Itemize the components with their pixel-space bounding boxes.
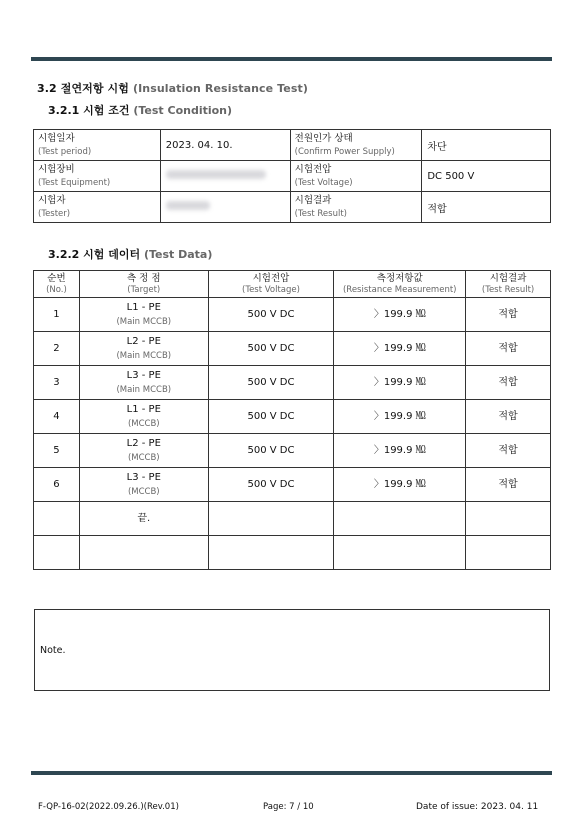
equipment-label: 시험장비 (Test Equipment) (34, 161, 161, 192)
table-row (34, 298, 551, 332)
cell-resistance: 〉199.9 ㏁ (334, 434, 466, 468)
equipment-value-redacted (160, 161, 290, 192)
note-box (34, 609, 550, 691)
header-no: 순번 (No.) (34, 271, 80, 298)
cell-resistance: 〉199.9 ㏁ (334, 400, 466, 434)
voltage-value: DC 500 V (422, 161, 551, 192)
cell-voltage: 500 V DC (208, 434, 334, 468)
subsection-heading-data: 3.2.2 시험 데이터 (Test Data) (48, 248, 213, 261)
period-value: 2023. 04. 10. (160, 130, 290, 161)
result-label: 시험결과 (Test Result) (290, 192, 422, 223)
end-mark: 끝. (79, 502, 208, 536)
cell-result: 적합 (466, 366, 551, 400)
tester-value-redacted (160, 192, 290, 223)
subsection-heading-condition: 3.2.1 시험 조건 (Test Condition) (48, 104, 233, 117)
cell-voltage: 500 V DC (208, 332, 334, 366)
cell-result: 적합 (466, 332, 551, 366)
form-code: F-QP-16-02(2022.09.26.)(Rev.01) (38, 802, 179, 812)
table-row (34, 366, 551, 400)
table-row (34, 400, 551, 434)
cell-no: 3 (34, 366, 80, 400)
cell-target: L1 - PE (MCCB) (79, 400, 208, 434)
voltage-label: 시험전압 (Test Voltage) (290, 161, 422, 192)
header-target: 측 정 점 (Target) (79, 271, 208, 298)
header-resistance: 측정저항값 (Resistance Measurement) (334, 271, 466, 298)
cell-no: 1 (34, 298, 80, 332)
cell-resistance: 〉199.9 ㏁ (334, 332, 466, 366)
cell-voltage: 500 V DC (208, 366, 334, 400)
power-value: 차단 (422, 130, 551, 161)
section-heading: 3.2 절연저항 시험 (Insulation Resistance Test) (37, 82, 308, 95)
power-label: 전원인가 상태 (Confirm Power Supply) (290, 130, 422, 161)
cell-target: L2 - PE (MCCB) (79, 434, 208, 468)
cell-result: 적합 (466, 400, 551, 434)
cell-voltage: 500 V DC (208, 298, 334, 332)
table-row-empty (34, 536, 551, 570)
issue-date: Date of issue: 2023. 04. 11 (416, 802, 539, 812)
header-voltage: 시험전압 (Test Voltage) (208, 271, 334, 298)
footer-rule (31, 771, 552, 775)
cell-result: 적합 (466, 434, 551, 468)
cell-result: 적합 (466, 298, 551, 332)
table-row (34, 434, 551, 468)
cell-result: 적합 (466, 468, 551, 502)
cell-target: L3 - PE (Main MCCB) (79, 366, 208, 400)
note-label: Note. (40, 645, 66, 656)
tester-label: 시험자 (Tester) (34, 192, 161, 223)
cell-no: 4 (34, 400, 80, 434)
period-label: 시험일자 (Test period) (34, 130, 161, 161)
result-value: 적합 (422, 192, 551, 223)
table-row (34, 332, 551, 366)
page-number: Page: 7 / 10 (263, 802, 314, 812)
cell-resistance: 〉199.9 ㏁ (334, 468, 466, 502)
header-rule (31, 57, 552, 61)
test-data-table (33, 270, 551, 570)
cell-target: L2 - PE (Main MCCB) (79, 332, 208, 366)
header-result: 시험결과 (Test Result) (466, 271, 551, 298)
table-row-end (34, 502, 551, 536)
test-condition-table (33, 129, 551, 223)
cell-resistance: 〉199.9 ㏁ (334, 298, 466, 332)
cell-target: L1 - PE (Main MCCB) (79, 298, 208, 332)
cell-no: 6 (34, 468, 80, 502)
cell-no: 2 (34, 332, 80, 366)
cell-target: L3 - PE (MCCB) (79, 468, 208, 502)
cell-voltage: 500 V DC (208, 468, 334, 502)
cell-resistance: 〉199.9 ㏁ (334, 366, 466, 400)
table-header-row (34, 271, 551, 298)
table-row (34, 468, 551, 502)
cell-voltage: 500 V DC (208, 400, 334, 434)
cell-no: 5 (34, 434, 80, 468)
